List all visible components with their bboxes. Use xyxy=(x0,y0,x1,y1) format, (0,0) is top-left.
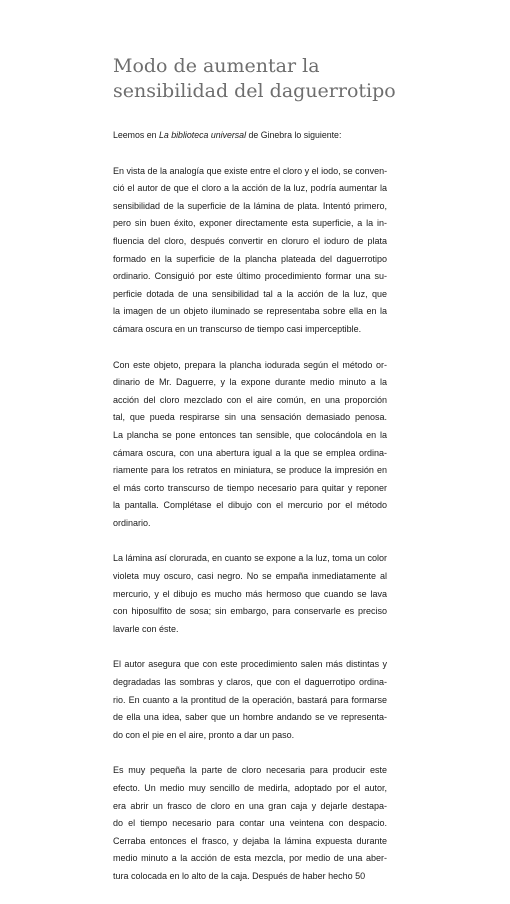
paragraph-line: de ella una idea, saber que un hombre andando se ve representa- xyxy=(113,712,387,723)
paragraph-line: la pantalla. Complétase el dibujo con el mercurio por el método xyxy=(113,500,387,511)
article-body xyxy=(113,127,387,904)
intro-text-after: de Ginebra lo siguiente: xyxy=(246,130,342,140)
paragraph-line: mercurio, y el dibujo es mucho más hermoso que cuando se lava xyxy=(113,588,387,599)
paragraph-line: formado en la superficie de la plancha plateada del daguerrotipo xyxy=(113,253,387,264)
article-title xyxy=(113,54,413,104)
paragraph-line: ordinario. xyxy=(113,517,151,528)
paragraphs-container xyxy=(113,163,387,886)
paragraph-line: acción del cloro mezclado con el aire común, en una proporción xyxy=(113,394,387,405)
title-line: Modo de aumentar la xyxy=(113,55,320,77)
paragraph-line: perficie dotada de una sensibilidad tal a la acción de la luz, que xyxy=(113,288,387,299)
paragraph-line: rio. En cuanto a la prontitud de la operación, bastará para formarse xyxy=(113,694,387,705)
paragraph-line: sensibilidad de la superficie de la lámina de plata. Intentó primero, xyxy=(113,200,387,211)
paragraph-line: fluencia del cloro, después convertir en cloruro el ioduro de plata xyxy=(113,235,387,246)
paragraph-line: Con este objeto, prepara la plancha iodurada según el método or- xyxy=(113,359,387,370)
body-paragraph xyxy=(113,357,387,533)
intro-text-before: Leemos en xyxy=(113,130,159,140)
paragraph-line: efecto. Un medio muy sencillo de medirla, adoptado por el autor, xyxy=(113,783,387,793)
paragraph-line: La lámina así clorurada, en cuanto se expone a la luz, toma un color xyxy=(113,553,387,564)
intro-line xyxy=(113,127,387,145)
paragraph-line: Cerraba entonces el frasco, y dejaba la lámina expuesta durante xyxy=(113,835,387,846)
paragraph-line: la imagen de un objeto iluminado se representaba sobre ella en la xyxy=(113,306,387,317)
paragraph-line: cámara oscura, con una abertura igual a la que se emplea ordina- xyxy=(113,447,387,458)
paragraph-line: do el tiempo necesario para contar una veintena con despacio. xyxy=(113,818,387,829)
body-paragraph xyxy=(113,163,387,339)
body-paragraph xyxy=(113,550,387,638)
paragraph-line: medio minuto a la acción de esta mezcla, por medio de una aber- xyxy=(113,853,387,864)
paragraph-line: do con el pie en el aire, pronto a dar un paso. xyxy=(113,729,295,740)
paragraph-line: degradadas las sombras y claros, que con el daguerrotipo ordina- xyxy=(113,677,387,688)
paragraph-line: riamente para los retratos en miniatura, se produce la impresión en xyxy=(113,465,387,476)
paragraph-line: La plancha se pone entonces tan sensible, que colocándola en la xyxy=(113,429,387,440)
intro-paragraph xyxy=(113,127,387,145)
title-line: sensibilidad del daguerrotipo xyxy=(113,80,396,102)
body-paragraph xyxy=(113,656,387,744)
body-paragraph xyxy=(113,762,387,885)
paragraph-line: cámara oscura en un transcurso de tiempo casi imperceptible. xyxy=(113,323,362,334)
paragraph-line: tal, que pueda respirarse sin una sensación demasiado penosa. xyxy=(113,412,387,423)
paragraph-line: lavarle con éste. xyxy=(113,623,179,634)
paragraph-line: el más corto transcurso de tiempo necesario para quitar y reponer xyxy=(113,482,387,493)
paragraph-line: con hiposulfito de sosa; sin embargo, para conservarle es preciso xyxy=(113,606,387,617)
paragraph-line: ordinario. Consiguió por este último procedimiento formar una su- xyxy=(113,271,387,282)
paragraph-line: violeta muy oscuro, casi negro. No se empaña inmediatamente al xyxy=(113,571,387,582)
paragraph-line: pero sin buen éxito, exponer directamente esta superficie, a la in- xyxy=(113,218,387,229)
paragraph-line: tura colocada en lo alto de la caja. Después de haber hecho 50 xyxy=(113,870,366,881)
paragraph-line: dinario de Mr. Daguerre, y la expone durante medio minuto a la xyxy=(113,377,387,388)
paragraph-line: En vista de la analogía que existe entre el cloro y el iodo, se conven- xyxy=(113,165,388,176)
publication-name: La biblioteca universal xyxy=(158,130,247,140)
paragraph-line: Es muy pequeña la parte de cloro necesaria para producir este xyxy=(113,765,387,776)
paragraph-line: El autor asegura que con este procedimiento salen más distintas y xyxy=(113,659,387,670)
paragraph-line: ció el autor de que el cloro a la acción de la luz, podría aumentar la xyxy=(113,183,387,194)
paragraph-line: era abrir un frasco de cloro en una gran caja y dejarle destapa- xyxy=(113,800,387,811)
